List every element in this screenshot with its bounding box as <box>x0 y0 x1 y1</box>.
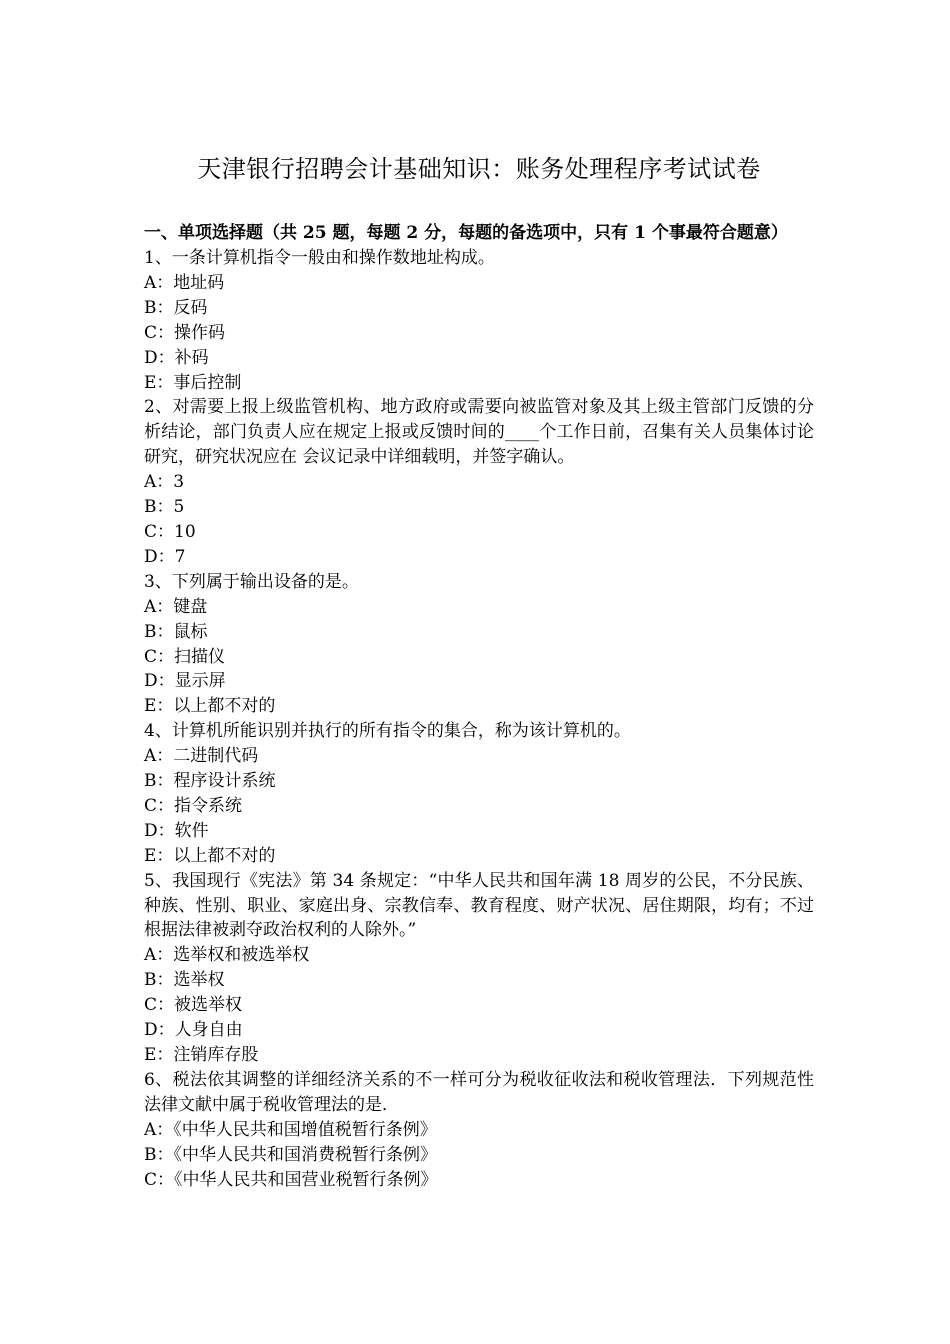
answer-option: E：以上都不对的 <box>144 696 276 717</box>
answer-option: B：程序设计系统 <box>144 771 276 792</box>
answer-option: C：操作码 <box>144 322 226 343</box>
answer-option: E：注销库存股 <box>144 1045 259 1065</box>
answer-option: C：被选举权 <box>144 995 243 1016</box>
answer-option: E：事后控制 <box>144 372 242 393</box>
answer-option: C：扫描仪 <box>144 646 226 667</box>
answer-option: B：鼠标 <box>144 621 208 642</box>
section-heading: 一、单项选择题（共 25 题，每题 2 分，每题的备选项中，只有 1 个事最符合题意） <box>144 223 788 243</box>
question-block <box>144 869 814 1068</box>
document-title: 天津银行招聘会计基础知识：账务处理程序考试试卷 <box>197 155 761 183</box>
answer-option: C：指令系统 <box>144 795 243 816</box>
answer-option: A：键盘 <box>144 596 208 617</box>
question-text: 6、税法依其调整的详细经济关系的不一样可分为税收征收法和税收管理法．下列规范性法律文献中属于税收管理法的是． <box>144 1069 814 1115</box>
answer-option: D：人身自由 <box>144 1020 243 1041</box>
question-text: 3、下列属于输出设备的是。 <box>144 571 359 592</box>
question-block <box>144 719 814 868</box>
question-block <box>144 570 814 719</box>
answer-option: A：《中华人民共和国增值税暂行条例》 <box>144 1119 437 1140</box>
answer-option: B：《中华人民共和国消费税暂行条例》 <box>144 1144 437 1165</box>
answer-option: B：选举权 <box>144 970 225 991</box>
answer-option: C：10 <box>144 521 196 542</box>
answer-option: B：5 <box>144 497 185 518</box>
answer-option: C：《中华人民共和国营业税暂行条例》 <box>144 1169 438 1190</box>
answer-option: A：二进制代码 <box>144 746 259 767</box>
question-text: 5、我国现行《宪法》第 34 条规定：“中华人民共和国年满 18 周岁的公民，不分民族、种族、性别、职业、家庭出身、宗教信奉、教育程度、财产状况、居住期限，均有；不过根据法律被剥夺政治权利的人除外。” <box>144 870 814 941</box>
question-block <box>144 395 814 569</box>
answer-option: D：显示屏 <box>144 671 226 692</box>
question-text: 4、计算机所能识别并执行的所有指令的集合，称为该计算机的。 <box>144 721 631 742</box>
question-list <box>144 246 814 1192</box>
answer-option: B：反码 <box>144 297 208 318</box>
question-text: 2、对需要上报上级监管机构、地方政府或需要向被监管对象及其上级主管部门反馈的分析结论，部门负责人应在规定上报或反馈时间的____个工作日前，召集有关人员集体讨论研究，研究状况应在 会议记录中详细载明，并签字确认。 <box>144 397 814 468</box>
answer-option: D：7 <box>144 546 186 567</box>
answer-option: A：地址码 <box>144 272 225 293</box>
document-page <box>144 0 814 1192</box>
answer-option: A：选举权和被选举权 <box>144 945 310 966</box>
question-block <box>144 246 814 395</box>
question-text: 1、一条计算机指令一般由和操作数地址构成。 <box>144 248 495 268</box>
answer-option: A：3 <box>144 472 185 493</box>
answer-option: D：软件 <box>144 820 209 841</box>
answer-option: E：以上都不对的 <box>144 845 276 866</box>
question-block <box>144 1068 814 1193</box>
answer-option: D：补码 <box>144 347 209 368</box>
